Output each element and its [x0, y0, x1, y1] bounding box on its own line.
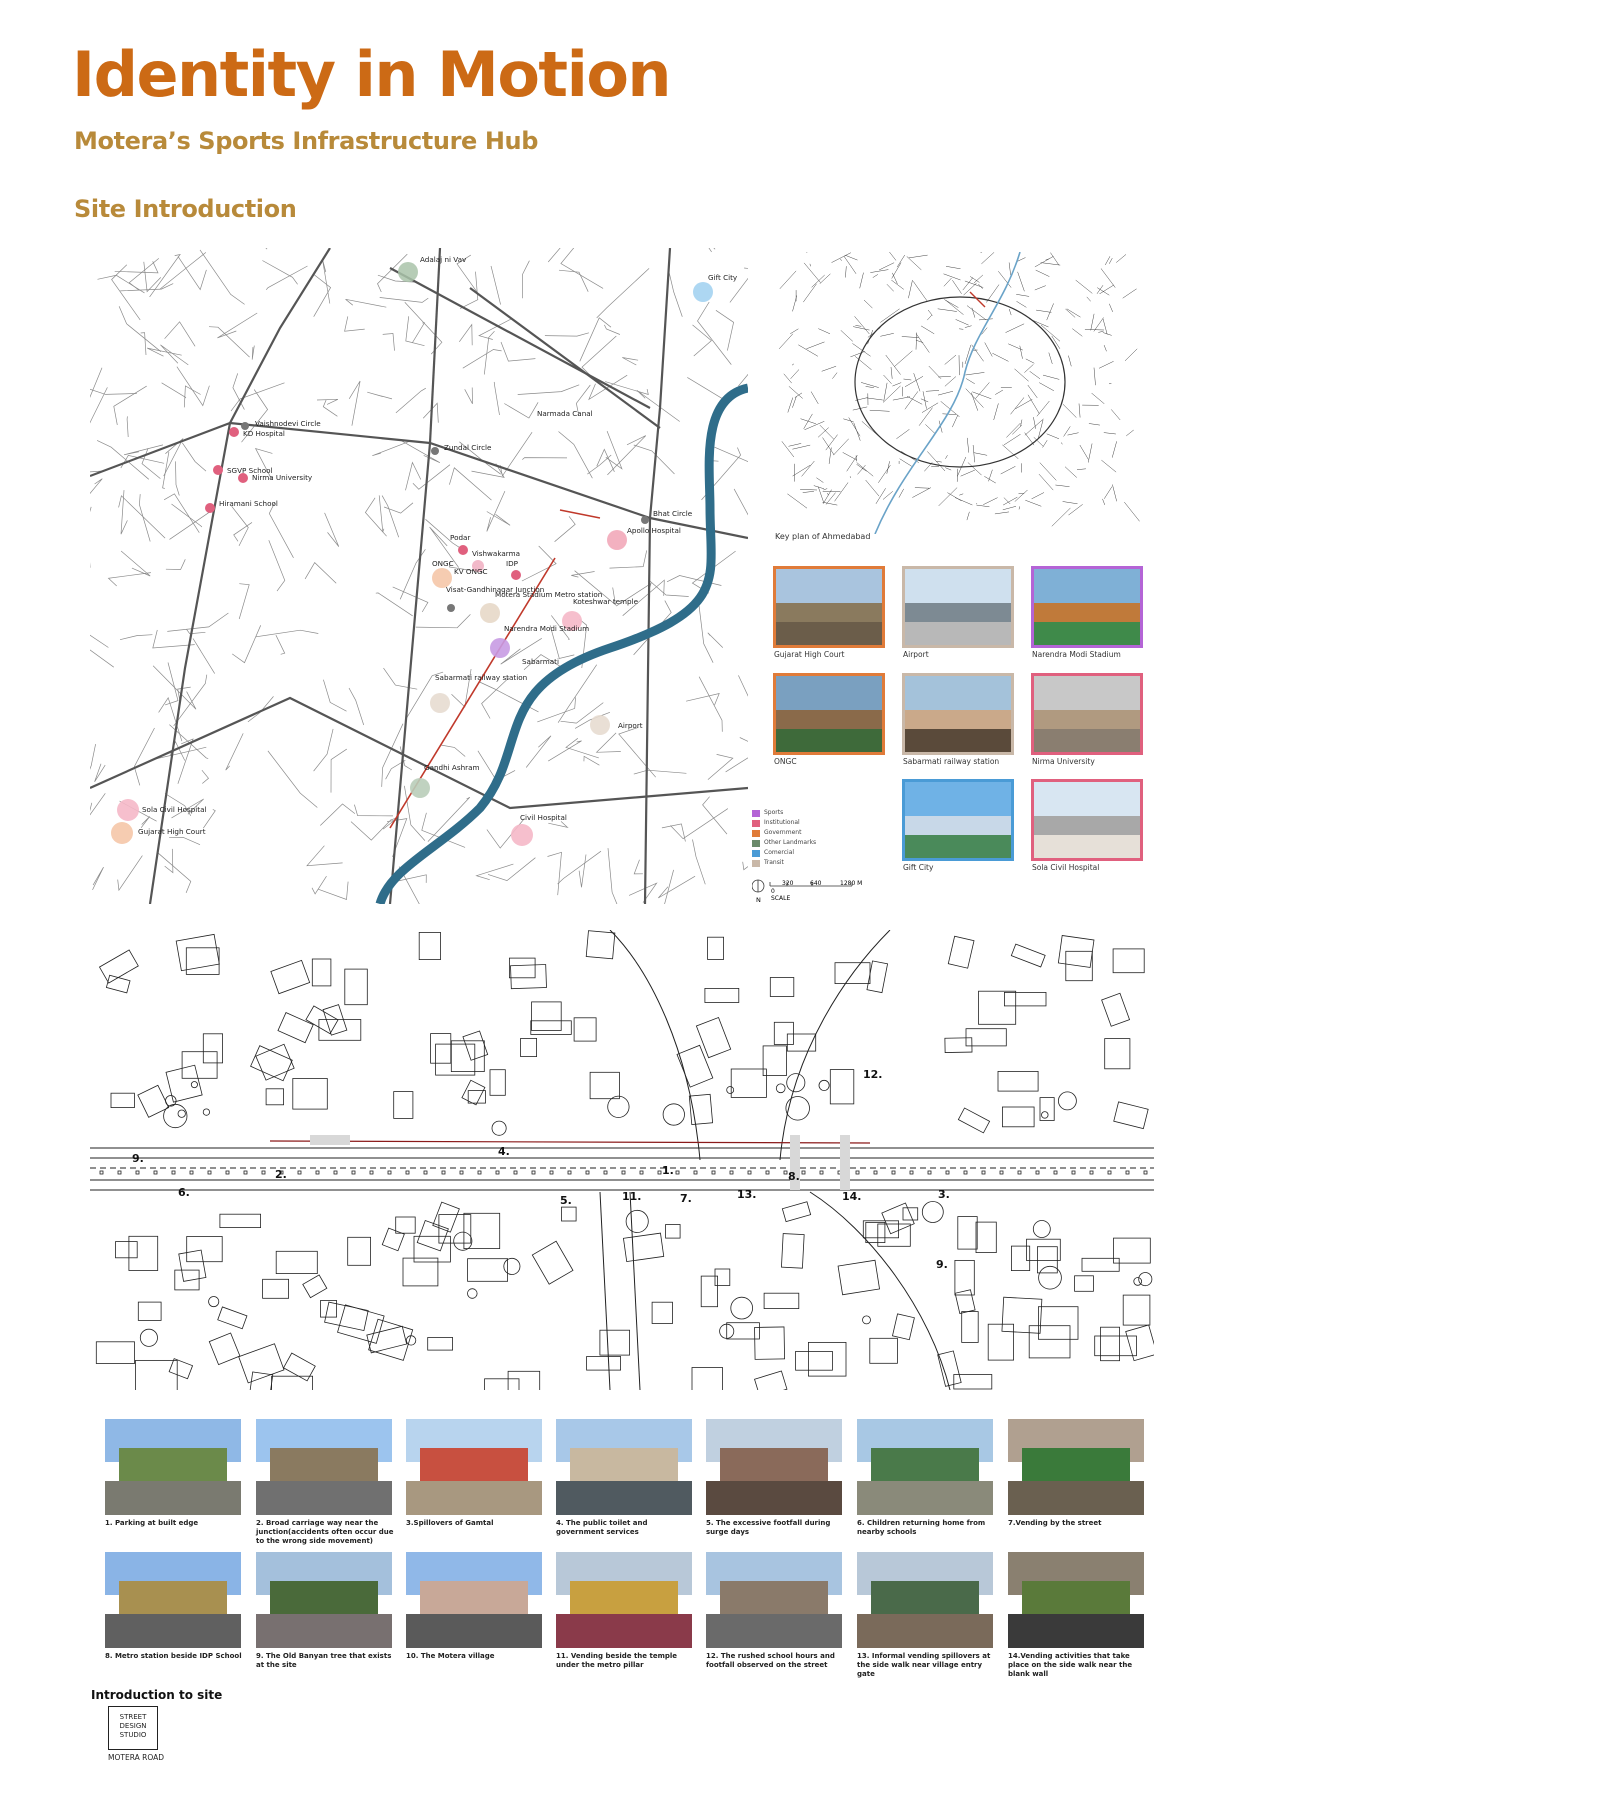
map-label: Sabarmati: [522, 657, 559, 666]
site-photo-caption: 6. Children returning home from nearby schools: [857, 1519, 986, 1536]
map-label: Bhat Circle: [653, 509, 693, 518]
map-label: Narmada Canal: [537, 409, 593, 418]
map-label: Koteshwar temple: [573, 597, 639, 606]
scale-tick: 0: [771, 888, 775, 895]
site-marker: 13.: [737, 1188, 757, 1201]
site-photo-caption: 10. The Motera village: [406, 1652, 495, 1660]
site-photo: [256, 1419, 392, 1515]
site-plan-svg: [90, 930, 1154, 1390]
site-marker: 9.: [936, 1258, 948, 1271]
map-label: Adalaj ni Vav: [420, 255, 467, 264]
legend-swatch: [752, 840, 760, 847]
site-photo: [256, 1552, 392, 1648]
landmark-photo: [773, 566, 885, 648]
map-label: Zundal Circle: [444, 443, 492, 452]
map-label: IDP: [506, 559, 518, 568]
context-map: [90, 248, 748, 904]
page-subtitle: Motera’s Sports Infrastructure Hub: [74, 127, 538, 155]
site-photo-caption: 11. Vending beside the temple under the metro pillar: [556, 1652, 678, 1669]
map-label: Vaishnodevi Circle: [255, 419, 321, 428]
site-photo-caption: 5. The excessive footfall during surge days: [706, 1519, 831, 1536]
map-label: KV ONGC: [454, 567, 488, 576]
site-plan: [90, 930, 1154, 1390]
map-label: Motera Stadium Metro station: [495, 590, 603, 599]
legend-swatch: [752, 850, 760, 857]
landmark-photo: [902, 566, 1014, 648]
context-map-svg: [90, 248, 748, 904]
map-label: Civil Hospital: [520, 813, 567, 822]
site-marker: 6.: [178, 1186, 190, 1199]
map-label: Sola Civil Hospital: [142, 805, 207, 814]
legend-swatch: [752, 860, 760, 867]
scale-tick: 640: [810, 880, 822, 887]
landmark-photo: [773, 673, 885, 755]
site-marker: 5.: [560, 1194, 572, 1207]
map-label: Gujarat High Court: [138, 827, 206, 836]
section-heading: Site Introduction: [74, 195, 297, 223]
site-photo: [556, 1419, 692, 1515]
map-label: Nirma University: [252, 473, 313, 482]
map-label: Vishwakarma: [472, 549, 521, 558]
site-marker: 4.: [498, 1145, 510, 1158]
site-photo-caption: 2. Broad carriage way near the junction(accidents often occur due to the wrong side movement): [256, 1519, 394, 1545]
site-marker: 7.: [680, 1192, 692, 1205]
key-plan: [775, 252, 1145, 534]
scale-tick: 1280 M: [840, 880, 863, 887]
landmark-caption: Airport: [903, 650, 929, 659]
site-marker: 8.: [788, 1170, 800, 1183]
map-label: Podar: [450, 533, 471, 542]
scale-bar-svg: [752, 878, 872, 904]
map-label: Sabarmati railway station: [435, 673, 528, 682]
landmark-caption: Sabarmati railway station: [903, 757, 1000, 766]
site-marker: 14.: [842, 1190, 862, 1203]
scale-label: SCALE: [771, 895, 791, 902]
map-label: KD Hospital: [243, 429, 285, 438]
site-photo: [857, 1552, 993, 1648]
scale-bar: [752, 878, 872, 904]
map-label: SGVP School: [227, 466, 273, 475]
landmark-caption: Gift City: [903, 863, 934, 872]
site-photo: [1008, 1552, 1144, 1648]
legend-item: Other Landmarks: [752, 838, 816, 848]
landmark-caption: Narendra Modi Stadium: [1032, 650, 1121, 659]
site-photo-caption: 7.Vending by the street: [1008, 1519, 1102, 1527]
map-label: Gandhi Ashram: [424, 763, 480, 772]
landmark-caption: Sola Civil Hospital: [1032, 863, 1100, 872]
landmark-photo: [902, 779, 1014, 861]
landmark-caption: Nirma University: [1032, 757, 1095, 766]
site-photo: [105, 1552, 241, 1648]
site-photo-caption: 4. The public toilet and government services: [556, 1519, 648, 1536]
site-marker: 3.: [938, 1188, 950, 1201]
map-label: Hiramani School: [219, 499, 278, 508]
site-marker: 11.: [622, 1190, 642, 1203]
legend-swatch: [752, 820, 760, 827]
site-marker: 1.: [662, 1164, 674, 1177]
page-title: Identity in Motion: [72, 38, 671, 111]
key-plan-caption: Key plan of Ahmedabad: [775, 532, 871, 541]
site-photo: [706, 1419, 842, 1515]
landmark-caption: Gujarat High Court: [774, 650, 845, 659]
legend-item: Transit: [752, 858, 816, 868]
legend-item: Sports: [752, 808, 816, 818]
site-photo: [105, 1419, 241, 1515]
north-label: N: [756, 896, 761, 904]
scale-tick: 320: [782, 880, 794, 887]
landmark-caption: ONGC: [774, 757, 797, 766]
site-photo: [556, 1552, 692, 1648]
landmark-photo: [902, 673, 1014, 755]
site-photo: [1008, 1419, 1144, 1515]
site-photo-caption: 12. The rushed school hours and footfall observed on the street: [706, 1652, 835, 1669]
legend-item: Institutional: [752, 818, 816, 828]
legend-item: Government: [752, 828, 816, 838]
site-photo-caption: 1. Parking at built edge: [105, 1519, 199, 1527]
site-photo-caption: 9. The Old Banyan tree that exists at the site: [256, 1652, 392, 1669]
legend-swatch: [752, 810, 760, 817]
landmark-photo: [1031, 566, 1143, 648]
landmark-photo: [1031, 779, 1143, 861]
site-marker: 9.: [132, 1152, 144, 1165]
site-photo: [406, 1419, 542, 1515]
map-label: Visat-Gandhinagar Junction: [446, 585, 545, 594]
map-label: Airport: [618, 721, 643, 730]
map-label: Narendra Modi Stadium: [504, 624, 590, 633]
site-photo-caption: 8. Metro station beside IDP School: [105, 1652, 242, 1660]
map-legend: [752, 808, 816, 868]
site-photo: [857, 1419, 993, 1515]
site-photo: [406, 1552, 542, 1648]
footer-title: Introduction to site: [91, 1688, 223, 1702]
studio-logo-subtitle: MOTERA ROAD: [108, 1753, 165, 1762]
legend-swatch: [752, 830, 760, 837]
studio-logo: STREET DESIGN STUDIO: [108, 1706, 158, 1750]
site-photo-caption: 14.Vending activities that take place on the side walk near the blank wall: [1008, 1652, 1133, 1678]
legend-item: Comercial: [752, 848, 816, 858]
key-plan-svg: [775, 252, 1145, 534]
map-label: Gift City: [708, 273, 738, 282]
site-marker: 2.: [275, 1168, 287, 1181]
map-label: ONGC: [432, 559, 454, 568]
site-photo-caption: 3.Spillovers of Gamtal: [406, 1519, 494, 1527]
site-photo: [706, 1552, 842, 1648]
site-marker: 12.: [863, 1068, 883, 1081]
map-label: Apollo Hospital: [627, 526, 681, 535]
site-photo-caption: 13. Informal vending spillovers at the side walk near village entry gate: [857, 1652, 991, 1678]
landmark-photo: [1031, 673, 1143, 755]
